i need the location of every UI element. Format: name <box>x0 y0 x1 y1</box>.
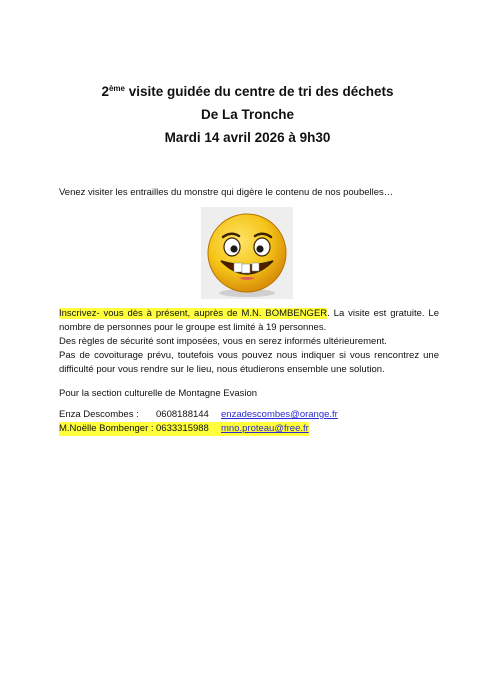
laughing-smiley-icon <box>201 207 293 299</box>
contact-name: Enza Descombes : <box>59 409 139 420</box>
contact-name: M.Noëlle Bombenger : <box>59 423 154 434</box>
section-signature: Pour la section culturelle de Montagne Evasion <box>59 388 258 399</box>
title-block <box>0 80 495 149</box>
contact-row-descombes <box>59 408 419 422</box>
title-ordinal-number: 2 <box>101 84 109 99</box>
title-line-1 <box>0 80 495 103</box>
security-paragraph: Des règles de sécurité sont imposées, vous en serez informés ultérieurement. <box>59 336 387 347</box>
intro-text: Venez visiter les entrailles du monstre qui digère le contenu de nos poubelles… <box>59 187 394 198</box>
title-line-1-text: visite guidée du centre de tri des déchets <box>124 84 394 99</box>
registration-highlight: Inscrivez- vous dès à présent, auprès de M.N. BOMBENGER <box>59 308 328 319</box>
registration-rest: . La visite est gratuite. Le nombre de personnes pour le groupe est limité à 19 personnes. <box>59 308 439 333</box>
contact-phone: 0633315988 <box>156 423 209 434</box>
contact-phone: 0608188144 <box>156 409 209 420</box>
contact-list <box>59 408 419 436</box>
title-line-2: De La Tronche <box>200 107 295 122</box>
smiley-image <box>201 207 293 299</box>
title-line-3: Mardi 14 avril 2026 à 9h30 <box>164 130 331 145</box>
contact-email-link[interactable]: enzadescombes@orange.fr <box>221 409 338 420</box>
carpool-paragraph: Pas de covoiturage prévu, toutefois vous pouvez nous indiquer si vous rencontrez une difficulté pour vous rendre sur le lieu, nous étudierons ensemble une solution. <box>59 350 439 375</box>
contact-row-bombenger <box>59 422 419 436</box>
registration-paragraph <box>59 307 439 335</box>
body-text <box>59 307 439 377</box>
contact-email-link[interactable]: mno.proteau@free.fr <box>221 423 309 434</box>
title-ordinal-suffix: ème <box>108 84 125 93</box>
